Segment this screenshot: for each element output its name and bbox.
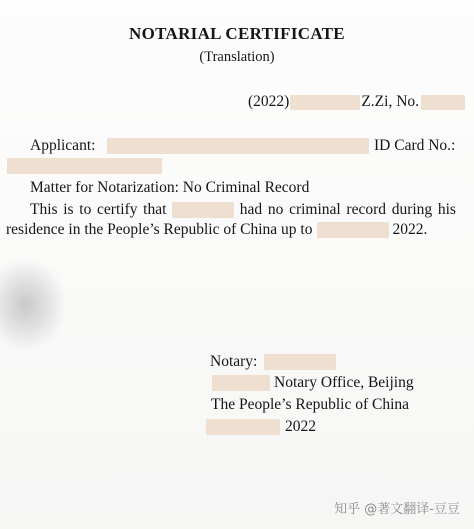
body-word: criminal (289, 201, 341, 218)
redacted-person-name (172, 202, 234, 218)
id-card-line (374, 136, 455, 156)
body-word: to (79, 201, 92, 218)
notary-line (210, 352, 257, 372)
body-word: his (437, 201, 456, 218)
body-word: is (63, 201, 74, 218)
signature-year: 2022 (285, 418, 316, 435)
scan-smudge (0, 262, 64, 348)
notary-label: Notary: (210, 353, 258, 370)
redacted-applicant-name (107, 138, 369, 154)
watermark: 知乎 @著文翻译-豆豆 (334, 502, 460, 517)
body-word: certify (97, 201, 138, 218)
body-line-2-text: residence in the People’s Republic of China up to (6, 221, 313, 238)
redacted-reference-number (421, 95, 465, 110)
redacted-reference-code (290, 95, 360, 110)
reference-line (248, 92, 465, 112)
body-word: This (30, 201, 58, 218)
body-line-1 (6, 200, 456, 220)
document-subtitle: (Translation) (199, 49, 275, 65)
notary-office: Notary Office, Beijing (274, 374, 414, 391)
redacted-office-district (212, 375, 270, 391)
body-word: that (143, 201, 167, 218)
body-word: had (239, 201, 263, 218)
redacted-date (317, 222, 389, 238)
reference-mid: Z.Zi, No. (361, 93, 420, 110)
redacted-signature-date (206, 419, 280, 435)
applicant-label: Applicant: (30, 137, 96, 154)
applicant-line (30, 136, 95, 156)
document-title: NOTARIAL CERTIFICATE (129, 24, 345, 43)
redacted-notary-name (264, 354, 336, 370)
body-word: record (346, 201, 386, 218)
body-paragraph (6, 200, 456, 240)
reference-year: (2022) (248, 93, 290, 110)
body-line-2-year: 2022. (392, 221, 428, 238)
redacted-id-number (7, 158, 162, 174)
notary-country: The People’s Republic of China (211, 396, 410, 413)
body-line-2 (6, 220, 456, 240)
matter-line: Matter for Notarization: No Criminal Record (30, 179, 310, 196)
id-card-label: ID Card No.: (374, 137, 456, 154)
body-word: no (267, 201, 284, 218)
body-word: during (391, 201, 433, 218)
